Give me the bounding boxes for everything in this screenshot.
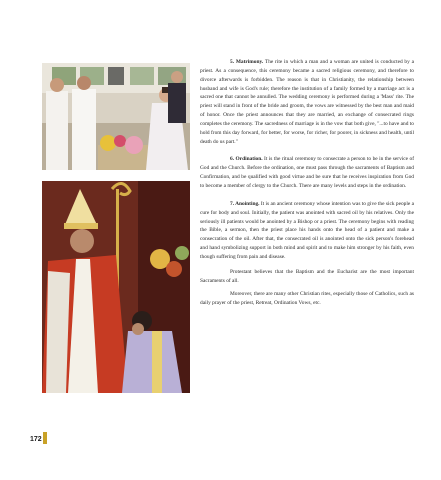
section-text: Moreover, there are many other Christian rites, especially those of Catholics, such as daily prayer of the priest, Retreat, Ordination Vows, etc.	[200, 291, 414, 307]
other-rites-note	[200, 290, 414, 308]
article-body	[200, 58, 414, 313]
section-heading: 7. Anointing.	[230, 200, 260, 207]
section-ordination	[200, 155, 414, 190]
ordination-photo	[42, 181, 190, 393]
section-text: It is the ritual ceremony to consecrate a person to be in the service of God and the Church. Before the ordination, one must pass through the sacraments of Baptism and Confirmation, and be qualified with good virtue and be sure that he receives inspiration from God to become a member of clergy to the Church. There are many levels and steps in the ordination.	[200, 156, 414, 189]
section-text: The rite in which a man and a woman are united is conducted by a priest. As a consequence, this ceremony became a sacred religious ceremony, and therefore to divorce afterwards is forbidden. The reason is that in Christianity, the relationship between husband and wife is God's rule; therefore the institution of a family formed by a marriage act is a sacred one that cannot be annulled. The wedding ceremony is performed during a 'Mass' rite. The priest will stand in front of the bride and groom, the vows are witnessed by the best man and maid of honor. Once the priest announces that they are married, an exchange of consecrated rings completes the ceremony. The sacredness of marriage is in the vow that both give, "...to have and to hold from this day forward, for better, for worse, for richer, for poorer, in sickness and health, until death do us part."	[200, 59, 414, 145]
section-heading: 6. Ordination.	[230, 156, 263, 163]
page-accent-bar	[43, 432, 47, 444]
section-matrimony	[200, 58, 414, 146]
section-heading: 5. Matrimony.	[230, 59, 264, 65]
protestant-note	[200, 268, 414, 286]
section-text: Protestant believes that the Baptism and the Eucharist are the most important Sacraments of all.	[200, 268, 414, 284]
page-number: 172	[30, 436, 42, 443]
section-anointing	[200, 200, 414, 262]
wedding-photo	[42, 63, 190, 170]
section-text: It is an ancient ceremony whose intention was to give the sick people a cure for body and soul. Initially, the patient was anointed with sacred oil by his relatives. Only the seriously ill patients would be anointed by a Bishop or a priest. The ceremony begins with reading the Bible, a sermon, then the priest place his hands onto the head of a patient and make a consecration of the oil. After that, the consecrated oil is anointed onto the sick person's forehead and hand symbolizing support in both mind and spirit and to make him stronger by his faith, even though suffering from pain and disease.	[200, 200, 415, 260]
